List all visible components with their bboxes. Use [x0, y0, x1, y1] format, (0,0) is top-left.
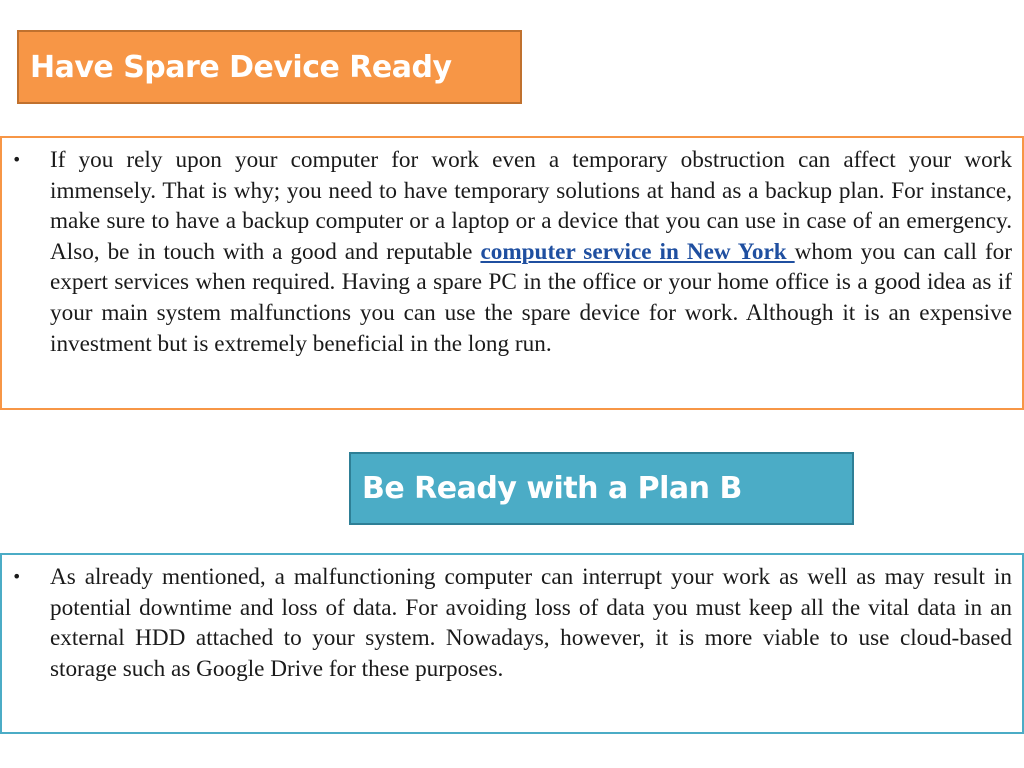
bullet-icon: •: [12, 150, 22, 169]
section-heading-text: Be Ready with a Plan B: [362, 471, 742, 506]
paragraph-text-before-link: If you rely upon your computer for work even a temporary obstruction can affect your work immensely. That is why; you need to have temporary solutions at hand as a backup plan. For instance, make sure to have a backup computer or a laptop or a device that you can use in case of an emergency. Also, be in touch with a good and reputable: [50, 147, 1012, 265]
bullet-icon: •: [12, 567, 22, 586]
paragraph-text: As already mentioned, a malfunctioning computer can interrupt your work as well as may result in potential downtime and loss of data. For avoiding loss of data you must keep all the vital data in an external HDD attached to your system. Nowadays, however, it is more viable to use cloud-based storage such as Google Drive for these purposes.: [50, 564, 1012, 682]
content-box-spare-device: [0, 136, 1024, 410]
computer-service-link[interactable]: computer service in New York: [480, 238, 795, 265]
bullet-paragraph: [2, 562, 1012, 684]
section-heading-plan-b: [349, 452, 854, 525]
bullet-paragraph: [2, 145, 1012, 359]
content-box-plan-b: [0, 553, 1024, 734]
section-heading-spare-device: [17, 30, 522, 104]
paragraph-text-after-link: whom you can call for expert services when required. Having a spare PC in the office or your home office is a good idea as if your main system malfunctions you can use the spare device for work. Although it is an expensive investment but is extremely beneficial in the long run.: [50, 238, 1012, 357]
section-heading-text: Have Spare Device Ready: [30, 49, 452, 85]
